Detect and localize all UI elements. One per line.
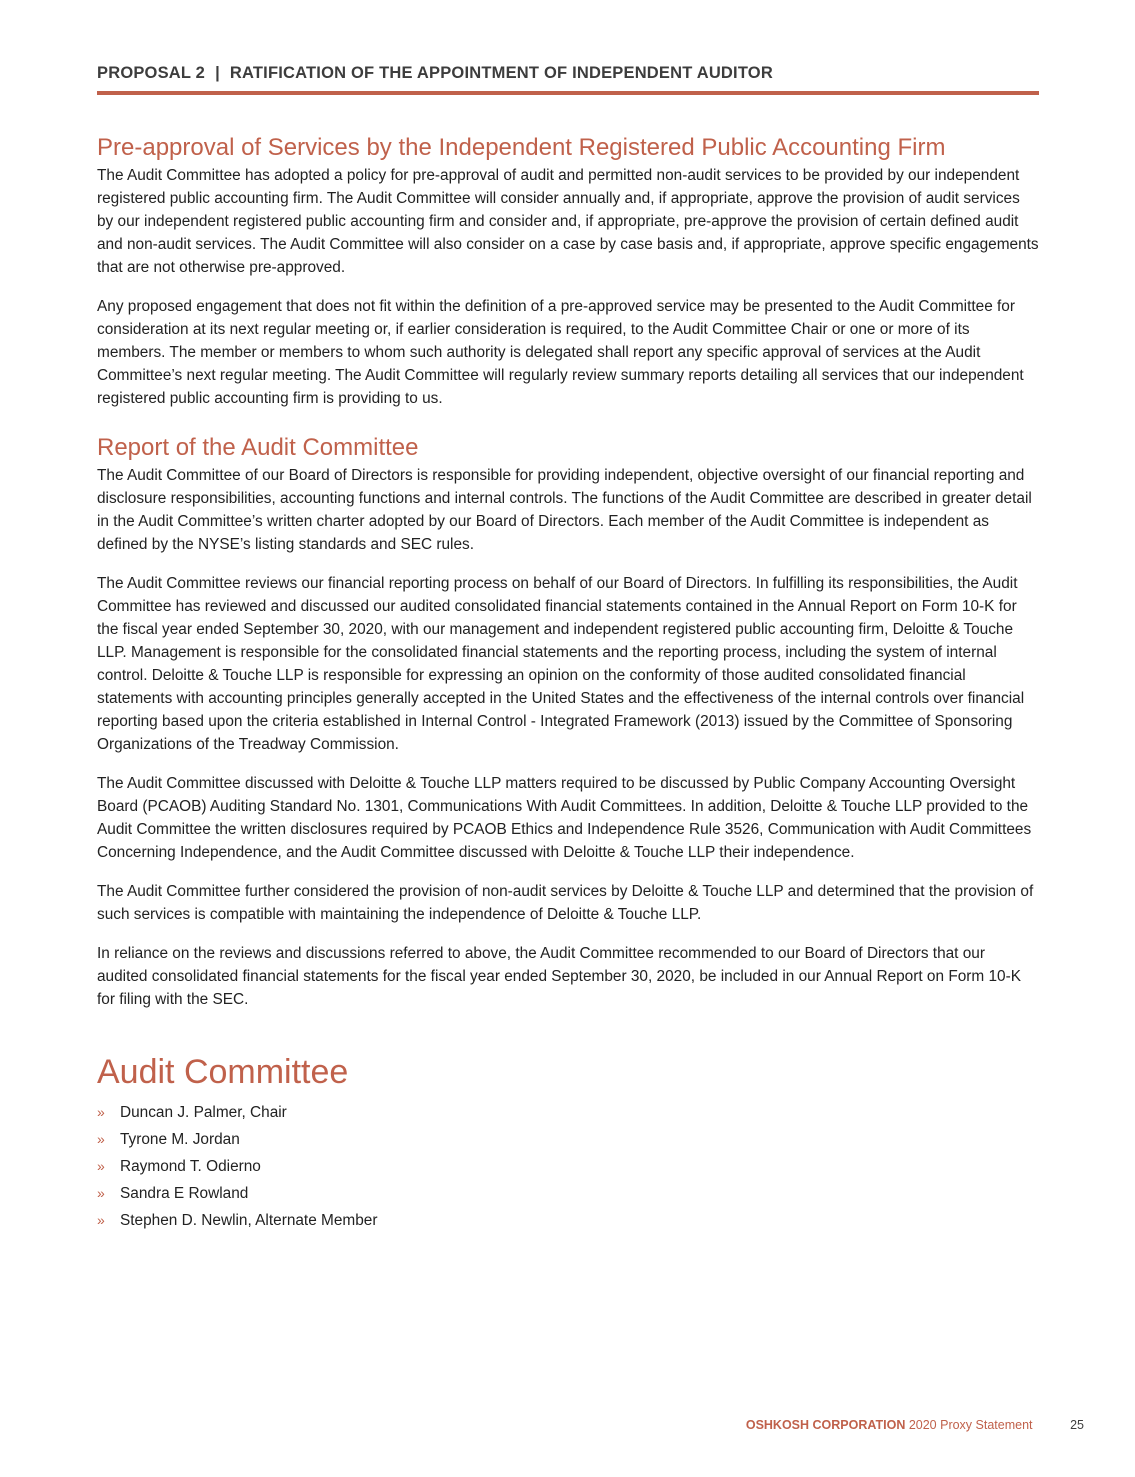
member-name: Sandra E Rowland bbox=[120, 1185, 249, 1202]
list-item bbox=[97, 1153, 1039, 1180]
committee-section bbox=[97, 1051, 1039, 1234]
report-section bbox=[97, 432, 1039, 1011]
preapproval-paragraph-1: The Audit Committee has adopted a policy for pre-approval of audit and permitted non-audit services to be provided by our independent registered public accounting firm. The Audit Committee will consider annually and, if appropriate, approve the provision of audit services by our independent registered public accounting firm and consider and, if appropriate, pre-approve the provision of certain defined audit and non-audit services. The Audit Committee will also consider on a case by case basis and, if appropriate, approve specific engagements that are not otherwise pre-approved. bbox=[97, 167, 1039, 276]
footer-document: 2020 Proxy Statement bbox=[908, 1418, 1033, 1432]
chevron-right-icon: » bbox=[97, 1131, 105, 1147]
footer-company: OSHKOSH CORPORATION bbox=[745, 1418, 906, 1432]
report-paragraph-2: The Audit Committee reviews our financial reporting process on behalf of our Board of Directors. In fulfilling its responsibilities, the Audit Committee has reviewed and discussed our audited consolidated financial statements contained in the Annual Report on Form 10-K for the fiscal year ended September 30, 2020, with our management and independent registered public accounting firm, Deloitte & Touche LLP. Management is responsible for the consolidated financial statements and the reporting process, including the system of internal control. Deloitte & Touche LLP is responsible for expressing an opinion on the conformity of those audited consolidated financial statements with accounting principles generally accepted in the United States and the effectiveness of the internal controls over financial reporting based upon the criteria established in Internal Control - Integrated Framework (2013) issued by the Committee of Sponsoring Organizations of the Treadway Commission. bbox=[97, 575, 1025, 753]
list-item bbox=[97, 1126, 1039, 1153]
report-heading: Report of the Audit Committee bbox=[97, 434, 419, 461]
report-paragraph-3: The Audit Committee discussed with Deloitte & Touche LLP matters required to be discussed by Public Company Accounting Oversight Board (PCAOB) Auditing Standard No. 1301, Communications With Audit Committees. In addition, Deloitte & Touche LLP provided to the Audit Committee the written disclosures required by PCAOB Ethics and Independence Rule 3526, Communication with Audit Committees Concerning Independence, and the Audit Committee discussed with Deloitte & Touche LLP their independence. bbox=[97, 775, 1032, 861]
report-paragraph-5: In reliance on the reviews and discussions referred to above, the Audit Committee recommended to our Board of Directors that our audited consolidated financial statements for the fiscal year ended September 30, 2020, be included in our Annual Report on Form 10-K for filing with the SEC. bbox=[97, 945, 1022, 1008]
chevron-right-icon: » bbox=[97, 1158, 105, 1174]
page-header bbox=[97, 64, 1039, 95]
chevron-right-icon: » bbox=[97, 1104, 105, 1120]
committee-member-list bbox=[97, 1099, 1039, 1234]
chevron-right-icon: » bbox=[97, 1185, 105, 1201]
chevron-right-icon: » bbox=[97, 1212, 105, 1228]
list-item bbox=[97, 1099, 1039, 1126]
preapproval-heading: Pre-approval of Services by the Independent Registered Public Accounting Firm bbox=[97, 134, 946, 161]
committee-heading: Audit Committee bbox=[97, 1053, 349, 1091]
header-title: RATIFICATION OF THE APPOINTMENT OF INDEPENDENT AUDITOR bbox=[229, 64, 773, 82]
page-number: 25 bbox=[1070, 1418, 1084, 1432]
page-footer bbox=[0, 1418, 1084, 1432]
list-item bbox=[97, 1207, 1039, 1234]
header-separator: | bbox=[215, 64, 220, 82]
report-paragraph-1: The Audit Committee of our Board of Directors is responsible for providing independent, objective oversight of our financial reporting and disclosure responsibilities, accounting functions and internal controls. The functions of the Audit Committee are described in greater detail in the Audit Committee’s written charter adopted by our Board of Directors. Each member of the Audit Committee is independent as defined by the NYSE’s listing standards and SEC rules. bbox=[97, 467, 1032, 553]
member-name: Raymond T. Odierno bbox=[120, 1158, 261, 1175]
member-name: Tyrone M. Jordan bbox=[120, 1131, 240, 1148]
member-name: Duncan J. Palmer, Chair bbox=[120, 1104, 287, 1121]
main-content bbox=[97, 132, 1039, 1234]
list-item bbox=[97, 1180, 1039, 1207]
preapproval-paragraph-2: Any proposed engagement that does not fit within the definition of a pre-approved service may be presented to the Audit Committee for consideration at its next regular meeting or, if earlier consideration is required, to the Audit Committee Chair or one or more of its members. The member or members to whom such authority is delegated shall report any specific approval of services at the Audit Committee’s next regular meeting. The Audit Committee will regularly review summary reports detailing all services that our independent registered public accounting firm is providing to us. bbox=[97, 298, 1024, 407]
report-paragraph-4: The Audit Committee further considered the provision of non-audit services by Deloitte & Touche LLP and determined that the provision of such services is compatible with maintaining the independence of Deloitte & Touche LLP. bbox=[97, 883, 1034, 923]
header-proposal: PROPOSAL 2 bbox=[97, 64, 206, 82]
preapproval-section bbox=[97, 132, 1039, 410]
member-name: Stephen D. Newlin, Alternate Member bbox=[120, 1212, 378, 1229]
